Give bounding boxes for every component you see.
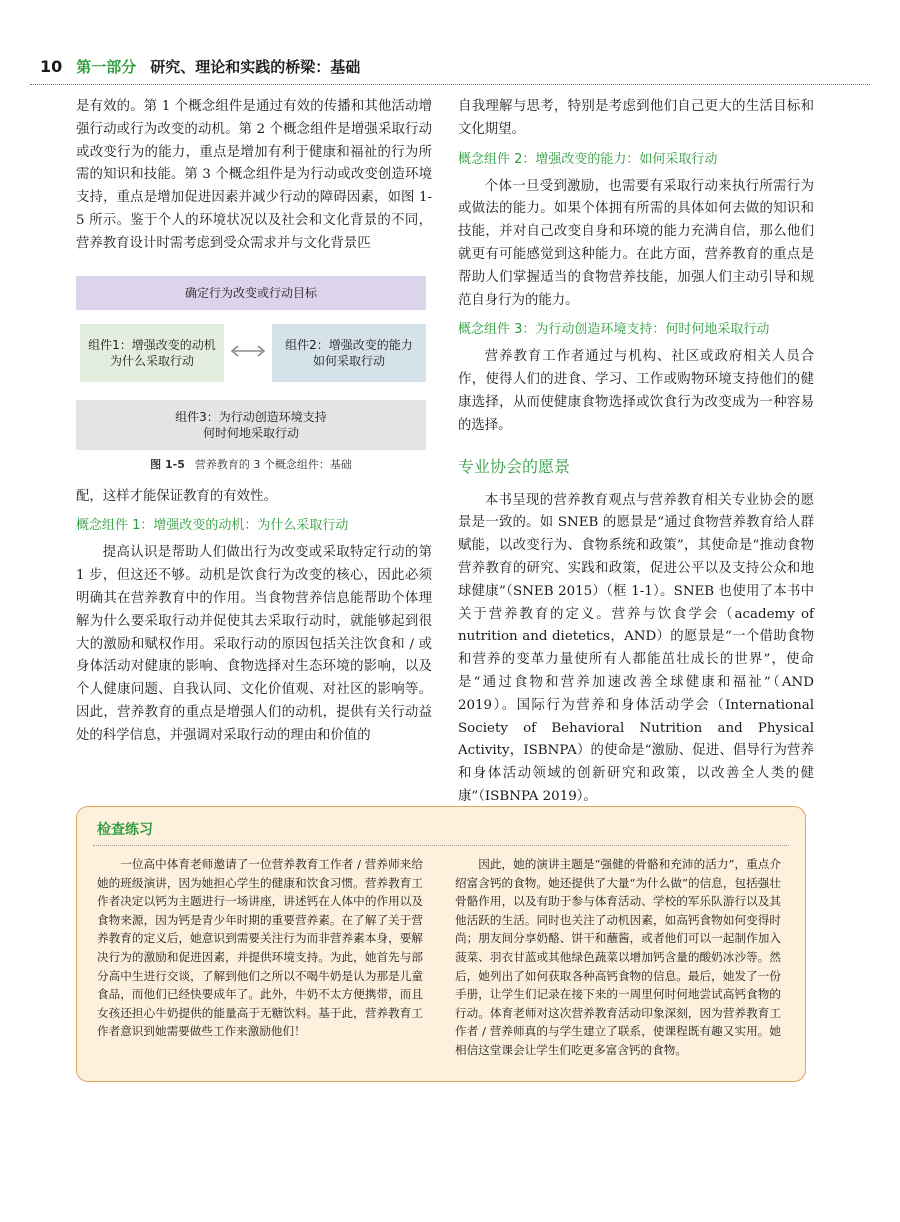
exercise-divider [93,845,789,846]
header-divider [30,84,870,85]
right-paragraph-2: 个体一旦受到激励，也需要有采取行动来执行所需行为或做法的能力。如果个体拥有所需的具体如何去做的知识和技能，并对自己改变自身和环境的能力充满自信，那么他们就更有可能感觉到这种能力。在此方面，营养教育的重点是帮助人们掌握适当的食物营养技能，加强人们主动引导和规范自身行为的能力。 [458,178,814,308]
figure-caption-text: 营养教育的 3 个概念组件：基础 [194,457,352,471]
exercise-left-text: 一位高中体育老师邀请了一位营养教育工作者 / 营养师来给她的班级演讲，因为她担心学生的健康和饮食习惯。营养教育工作者决定以钙为主题进行一场讲座，讲述钙在人体中的作用以及食物来源，因为钙是青少年时期的重要营养素。在了解了关于营养教育的定义后，她意识到需要关注行为而非营养素本身，要解决行为的激励和促进因素，并提供环境支持。为此，她首先与部分高中生进行交谈，了解到他们之所以不喝牛奶是认为那是儿童食品，而他们已经快要成年了。此外，牛奶不太方便携带，而且女孩还担心牛奶提供的能量高于无糖饮料。基于此，营养教育工作者意识到她需要做些工作来激励他们！ [97,857,423,1039]
left-paragraph-1: 是有效的。第 1 个概念组件是通过有效的传播和其他活动增强行动或行为改变的动机。第 2 个概念组件是增强采取行动或改变行为的能力，重点是增加有利于健康和福祉的行为所需的知识和技能。第 3 个概念组件是为行动或改变创造环境支持，重点是增加促进因素并减少行动的障碍因素，如图 1-5 所示。鉴于个人的环境状况以及社会和文化背景的不同，营养教育设计时需考虑到受众需求并与文化背景匹 [76,99,432,251]
figure-1-5 [76,276,432,476]
subheading-component-2: 概念组件 2：增强改变的能力：如何采取行动 [458,151,718,167]
figure-component-1-box: 组件1：增强改变的动机 为什么采取行动 [80,324,224,382]
left-column [76,96,432,748]
check-exercise-box [76,806,806,1082]
figure-component-3-box: 组件3：为行动创造环境支持 何时何地采取行动 [76,400,426,450]
right-paragraph-3: 营养教育工作者通过与机构、社区或政府相关人员合作，使得人们的进食、学习、工作或购物环境支持他们的健康选择，从而使健康食物选择或饮食行为改变成为一种容易的选择。 [458,349,814,433]
figure-component-2-box: 组件2：增强改变的能力 如何采取行动 [272,324,426,382]
page-number: 10 [40,56,63,76]
part-label: 第一部分 [76,57,137,76]
figure-caption-number: 图 1-5 [150,457,185,471]
chapter-title: 研究、理论和实践的桥梁：基础 [150,57,361,76]
section-heading-vision: 专业协会的愿景 [458,456,571,476]
subheading-component-1: 概念组件 1：增强改变的动机：为什么采取行动 [76,518,349,534]
exercise-left-column [97,855,423,1041]
left-paragraph-3: 提高认识是帮助人们做出行为改变或采取特定行动的第 1 步，但这还不够。动机是饮食行为改变的核心，因此必须明确其在营养教育中的作用。当食物营养信息能帮助个体理解为什么要采取行动并促使其去采取行动时，就能够起到很大的激励和赋权作用。采取行动的原因包括关注饮食和 / 或身体活动对健康的影响、食物选择对生态环境的影响，以及个人健康问题、自我认同、文化价值观、对社区的影响等。因此，营养教育的重点是增强人们的动机，提供有关行动益处的科学信息，并强调对采取行动的理由和价值的 [76,545,432,743]
right-column [458,96,814,809]
right-paragraph-1: 自我理解与思考，特别是考虑到他们自己更大的生活目标和文化期望。 [458,99,814,137]
figure-caption [76,456,426,472]
exercise-right-text: 因此，她的演讲主题是“强健的骨骼和充沛的活力”，重点介绍富含钙的食物。她还提供了大量“为什么做”的信息，包括强壮骨骼作用，以及有助于参与体育活动、学校的军乐队游行以及其他活跃的生活。同时也关注了动机因素，如高钙食物如何变得时尚；朋友间分享奶酪、饼干和蘸酱，或者他们可以一起制作加入菠菜、羽衣甘蓝或其他绿色蔬菜以增加钙含量的酸奶冰沙等。然后，她列出了如何获取各种高钙食物的信息。最后，她发了一份手册，让学生们记录在接下来的一周里何时何地尝试高钙食物的行动。体育老师对这次营养教育活动印象深刻，因为营养教育工作者 / 营养师真的与学生建立了联系，使课程既有趣又实用。她相信这堂课会让学生们吃更多富含钙的食物。 [455,857,781,1057]
double-arrow-icon [228,344,268,358]
right-paragraph-4: 本书呈现的营养教育观点与营养教育相关专业协会的愿景是一致的。如 SNEB 的愿景是“通过食物营养教育给人群赋能，以改变行为、食物系统和政策”，其使命是“推动食物营养教育的研究、实践和政策，促进公平以及支持公众和地球健康”（SNEB 2015）（框 1-1）。SNEB 也使用了本书中关于营养教育的定义。营养与饮食学会（academy of nutrition and dietetics，AND）的愿景是“一个借助食物和营养的变革力量使所有人都能茁壮成长的世界”，使命是“通过食物和营养加速改善全球健康和福祉”（AND 2019）。国际行为营养和身体活动学会（International Society of Behavioral Nutrition and Physical Activity，ISBNPA）的使命是“激励、促进、倡导行为营养和身体活动领域的创新研究和政策，以改善全人类的健康”（ISBNPA 2019）。 [458,492,814,804]
left-paragraph-2: 配，这样才能保证教育的有效性。 [76,488,277,504]
subheading-component-3: 概念组件 3：为行动创造环境支持：何时何地采取行动 [458,322,770,338]
exercise-right-column [455,855,781,1060]
running-header [40,52,360,80]
figure-goal-box: 确定行为改变或行动目标 [76,276,426,310]
exercise-title: 检查练习 [97,822,153,838]
